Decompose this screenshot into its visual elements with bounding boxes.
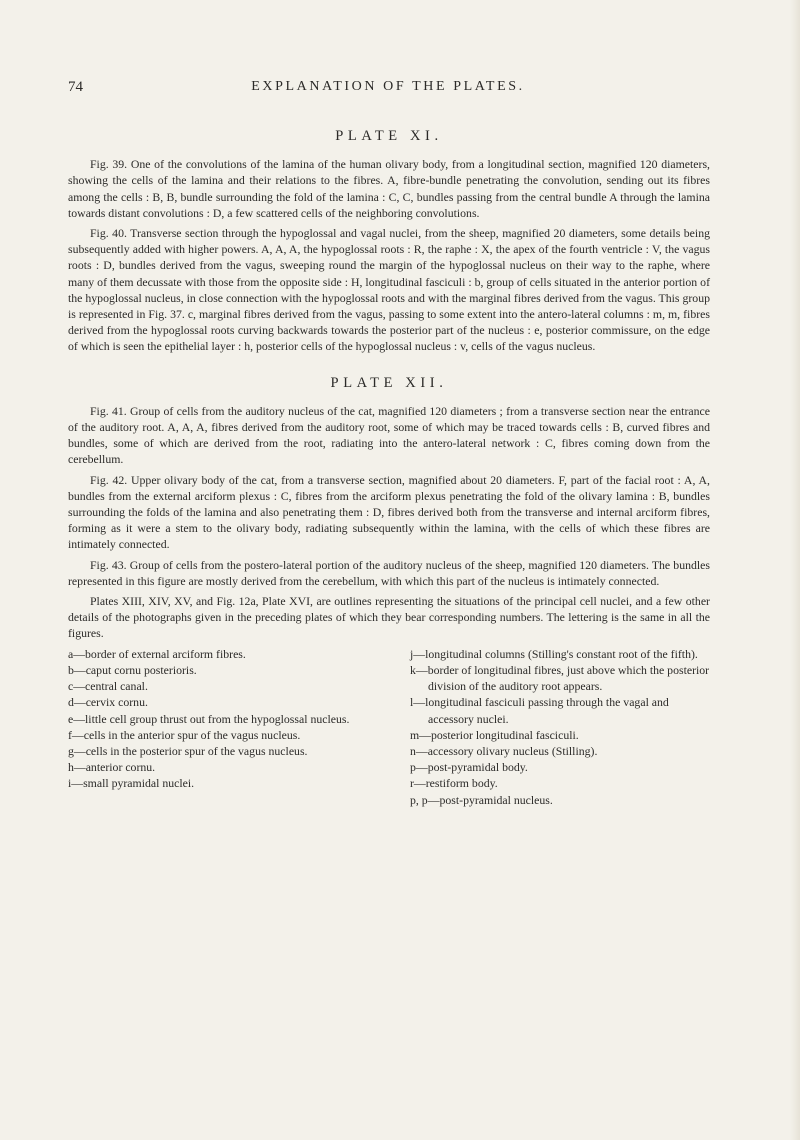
legend-item: h—anterior cornu.: [68, 760, 156, 775]
legend-item: j—longitudinal columns (Stilling's constant root of the fifth).: [410, 646, 698, 661]
running-title: EXPLANATION OF THE PLATES.: [251, 79, 525, 94]
page-edge-shadow: [790, 0, 800, 1140]
legend-right-column: [410, 646, 710, 808]
legend-item: m—posterior longitudinal fasciculi.: [410, 727, 579, 742]
legend-item: l—longitudinal fasciculi passing through the vagal and accessory nuclei.: [410, 695, 669, 726]
legend-item: a—border of external arciform fibres.: [68, 646, 246, 661]
fig-43-paragraph: Fig. 43. Group of cells from the postero-lateral portion of the auditory nucleus of the sheep, magnified 120 diameters. The bundles represented in this figure are mostly derived from the cerebellum, with which this part of the nucleus is intimately connected.: [68, 557, 710, 588]
legend-item: i—small pyramidal nuclei.: [68, 776, 195, 791]
legend-item: n—accessory olivary nucleus (Stilling).: [410, 743, 598, 758]
legend-item: g—cells in the posterior spur of the vagus nucleus.: [68, 743, 308, 758]
legend-item: b—caput cornu posterioris.: [68, 662, 197, 677]
legend-item: d—cervix cornu.: [68, 695, 148, 710]
legend-item: p—post-pyramidal body.: [410, 760, 528, 775]
fig-42-paragraph: Fig. 42. Upper olivary body of the cat, from a transverse section, magnified about 20 diameters. F, part of the facial root : A, A, bundles from the external arciform plexus : C, fibres from the arciform plexus penetrating the fold of the olivary lamina : B, bundles surrounding the folds of the lamina and also penetrating them : D, fibres derived both from the transverse and internal arciform fibres, forming as it were a stem to the olivary body, radiating subsequently within the lamina, with the cells of which these fibres are intimately connected.: [68, 472, 710, 552]
page-number: 74: [68, 79, 83, 95]
lettering-legend: [68, 646, 710, 808]
legend-item: r—restiform body.: [410, 776, 498, 791]
plate-xii-title: PLATE XII.: [330, 374, 448, 391]
legend-item: e—little cell group thrust out from the hypoglossal nucleus.: [68, 711, 350, 726]
legend-left-column: [68, 646, 368, 808]
fig-41-paragraph: Fig. 41. Group of cells from the auditory nucleus of the cat, magnified 120 diameters ; from a transverse section near the entrance of the auditory root. A, A, A, fibres derived from the auditory root, some of which may be traced towards cells : B, curved fibres and bundles, some of which are derived from the root, radiating into the antero-lateral network : C, fibres coming down from the cerebellum.: [68, 403, 710, 467]
plate-xi-title: PLATE XI.: [335, 128, 443, 144]
fig-39-paragraph: Fig. 39. One of the convolutions of the lamina of the human olivary body, from a longitudinal section, magnified 120 diameters, showing the cells of the lamina and their relations to the fibres. A, fibre-bundle penetrating the convolution, sending out its fibres among the cells : B, B, bundle surrounding the fold of the lamina : C, C, bundles passing from the central bundle A through the lamina towards distant convolutions : D, a few scattered cells of the neighboring convolutions.: [68, 157, 710, 220]
page-body: [68, 128, 710, 808]
legend-item: p, p—post-pyramidal nucleus.: [410, 792, 553, 807]
plates-outline-paragraph: Plates XIII, XIV, XV, and Fig. 12a, Plate XVI, are outlines representing the situations of the principal cell nuclei, and a few other details of the photographs given in the preceding plates of which they bear corresponding numbers. The lettering is the same in all the figures.: [68, 594, 710, 641]
legend-item: k—border of longitudinal fibres, just above which the posterior division of the auditory root appears.: [410, 662, 710, 694]
page-header: [68, 79, 708, 103]
fig-40-paragraph: Fig. 40. Transverse section through the hypoglossal and vagal nuclei, from the sheep, magnified 20 diameters, some details being subsequently added with higher powers. A, A, A, the hypoglossal roots : R, the raphe : X, the apex of the fourth ventricle : V, the vagus roots : D, bundles derived from the vagus, sweeping round the margin of the hypoglossal nucleus on their way to the raphe, where many of them decussate with those from the opposite side : H, longitudinal fasciculi : b, group of cells situated in the anterior portion of the hypoglossal nucleus, in close connection with the hypoglossal roots and with the marginal fibres derived from the vagus. This group is represented in Fig. 37. c, marginal fibres derived from the vagus, passing to some extent into the antero-lateral columns : m, m, fibres derived from the hypoglossal roots curving backwards towards the posterior part of the nucleus : e, posterior commissure, on the edge of which is seen the epithelial layer : h, posterior cells of the hypoglossal nucleus : v, cells of the vagus nucleus.: [68, 226, 710, 354]
legend-item: c—central canal.: [68, 679, 148, 694]
legend-item: f—cells in the anterior spur of the vagus nucleus.: [68, 727, 301, 742]
